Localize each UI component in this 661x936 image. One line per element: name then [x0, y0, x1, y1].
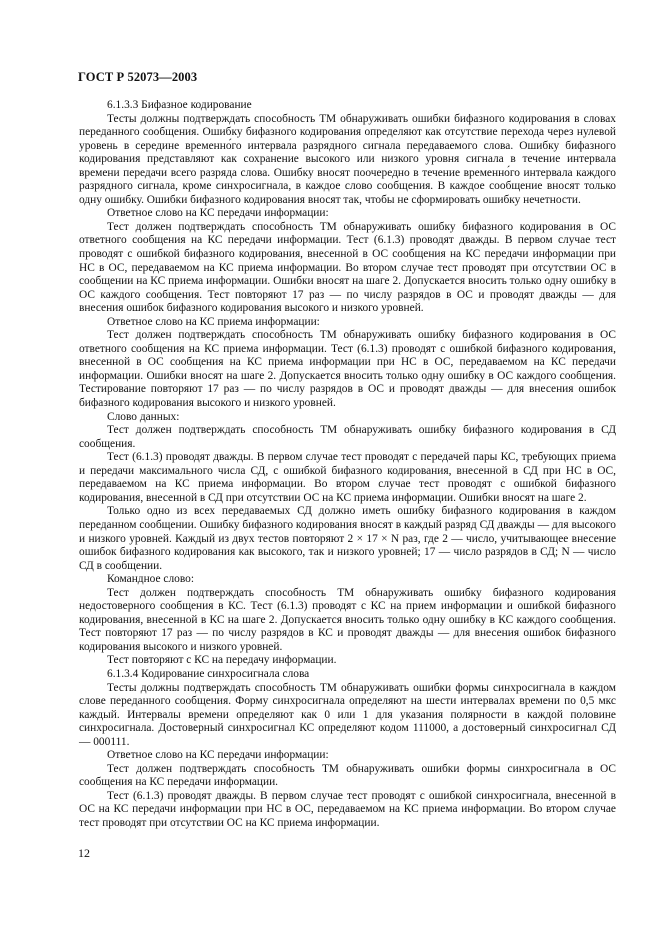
body-paragraph: Тест должен подтверждать способность ТМ обнаруживать ошибку бифазного кодирования в ОС ответного сообщения на КС передачи информации. Тест (6.1.3) проводят дважды. В первом случае тест проводят с ошибкой бифазного кодирования, внесенной в ОС сообщения на КС передачи информации при НС в ОС, передаваемом на КС приема информации. Во втором случае тест проводят при отсутствии ОС в сообщении на КС приема информации. Ошибки вносят на шаге 2. Допускается вносить только одну ошибку в ОС каждого сообщения. Тест повторяют 17 раз — по числу разрядов в ОС и проводят дважды — для внесения ошибок бифазного кодирования высокого и низкого уровней. — [79, 220, 616, 315]
body-paragraph: Тест повторяют с КС на передачу информации. — [107, 654, 337, 667]
page-number: 12 — [78, 846, 90, 860]
body-paragraph: Тесты должны подтверждать способность ТМ обнаруживать ошибки бифазного кодирования в словах переданного сообщения. Ошибку бифазного кодирования определяют как отсутствие перехода через нулевой уровень в середине временно́го интервала разрядного сигнала передаваемого слова. Ошибку бифазного кодирования представляют как сохранение высокого или низкого уровня сигнала в течение интервала времени передачи всего разряда слова. Ошибку вносят поочередно в течение временно́го интервала каждого разрядного сигнала, кроме синхросигнала, в каждое слово сообщения. В каждое сообщение вносят только одну ошибку. Ошибки бифазного кодирования вносят так, чтобы не сформировать ошибку нечетности. — [79, 112, 616, 206]
body-paragraph: Только одно из всех передаваемых СД должно иметь ошибку бифазного кодирования в каждом переданном сообщении. Ошибку бифазного кодирования вносят в каждый разряд СД дважды — для высокого и низкого уровней. Каждый из двух тестов повторяют 2 × 17 × N раз, где 2 — число, учитывающее внесение ошибок бифазного кодирования как высокого, так и низкого уровней; 17 — число разрядов в СД; N — число СД в сообщении. — [79, 505, 616, 572]
body-paragraph: Тест (6.1.3) проводят дважды. В первом случае тест проводят с передачей пары КС, требующих приема и передачи максимального числа СД, с ошибкой бифазного кодирования, внесенной в СД при НС в ОС, передаваемом на КС приема информации. Во втором случае тест проводят с ошибкой бифазного кодирования, внесенной в СД при отсутствии ОС на КС приема информации. Ошибки вносят на шаге 2. — [79, 451, 616, 504]
document-header: ГОСТ Р 52073—2003 — [78, 70, 198, 84]
section-heading-6-1-3-4: 6.1.3.4 Кодирование синхросигнала слова — [107, 667, 310, 680]
subheading-command-word: Командное слово: — [107, 573, 195, 586]
subheading-response-word-transmit: Ответное слово на КС передачи информации: — [107, 749, 329, 762]
document-body — [79, 99, 616, 831]
subheading-response-word-receive: Ответное слово на КС приема информации: — [107, 315, 320, 328]
body-paragraph: Тест (6.1.3) проводят дважды. В первом случае тест проводят с ошибкой синхросигнала, внесенной в ОС на КС передачи информации при НС в ОС, передаваемом на КС приема информации. Во втором случае тест проводят при отсутствии ОС на КС приема информации. — [79, 789, 616, 829]
body-paragraph: Тесты должны подтверждать способность ТМ обнаруживать ошибки формы синхросигнала в каждом слове переданного сообщения. Форму синхросигнала определяют на шести интервалах времени по 0,5 мкс каждый. Интервалы времени определяют как 0 или 1 для указания полярности в каждой половине синхросигнала. Достоверный синхросигнал КС определяют кодом 111000, а достоверный синхросигнал СД — 000111. — [79, 681, 616, 748]
body-paragraph: Тест должен подтверждать способность ТМ обнаруживать ошибки формы синхросигнала в ОС сообщения на КС передачи информации. — [79, 762, 616, 789]
body-paragraph: Тест должен подтверждать способность ТМ обнаруживать ошибку бифазного кодирования в ОС ответного сообщения на КС приема информации. Тест (6.1.3) проводят с ошибкой бифазного кодирования, внесенной в ОС сообщения на КС приема информации при НС в ОС, передаваемом на КС передачи информации. Ошибки вносят на шаге 2. Допускается вносить только одну ошибку в ОС каждого сообщения. Тестирование повторяют 17 раз — по числу разрядов в ОС и проводят дважды — для внесения ошибок бифазного кодирования высокого и низкого уровней. — [79, 329, 616, 410]
subheading-response-word-transmit: Ответное слово на КС передачи информации: — [107, 207, 329, 220]
section-heading-6-1-3-3: 6.1.3.3 Бифазное кодирование — [107, 99, 252, 111]
subheading-data-word: Слово данных: — [107, 410, 180, 423]
body-paragraph: Тест должен подтверждать способность ТМ обнаруживать ошибку бифазного кодирования недостоверного сообщения в КС. Тест (6.1.3) проводят с КС на прием информации и ошибкой бифазного кодирования, внесенной в КС на шаге 2. Допускается вносить только одну ошибку в КС каждого сообщения. Тест повторяют 17 раз — по числу разрядов в КС и проводят дважды — для внесения ошибок бифазного кодирования высокого и низкого уровней. — [79, 586, 616, 653]
body-paragraph: Тест должен подтверждать способность ТМ обнаруживать ошибку бифазного кодирования в СД сообщения. — [79, 424, 616, 450]
